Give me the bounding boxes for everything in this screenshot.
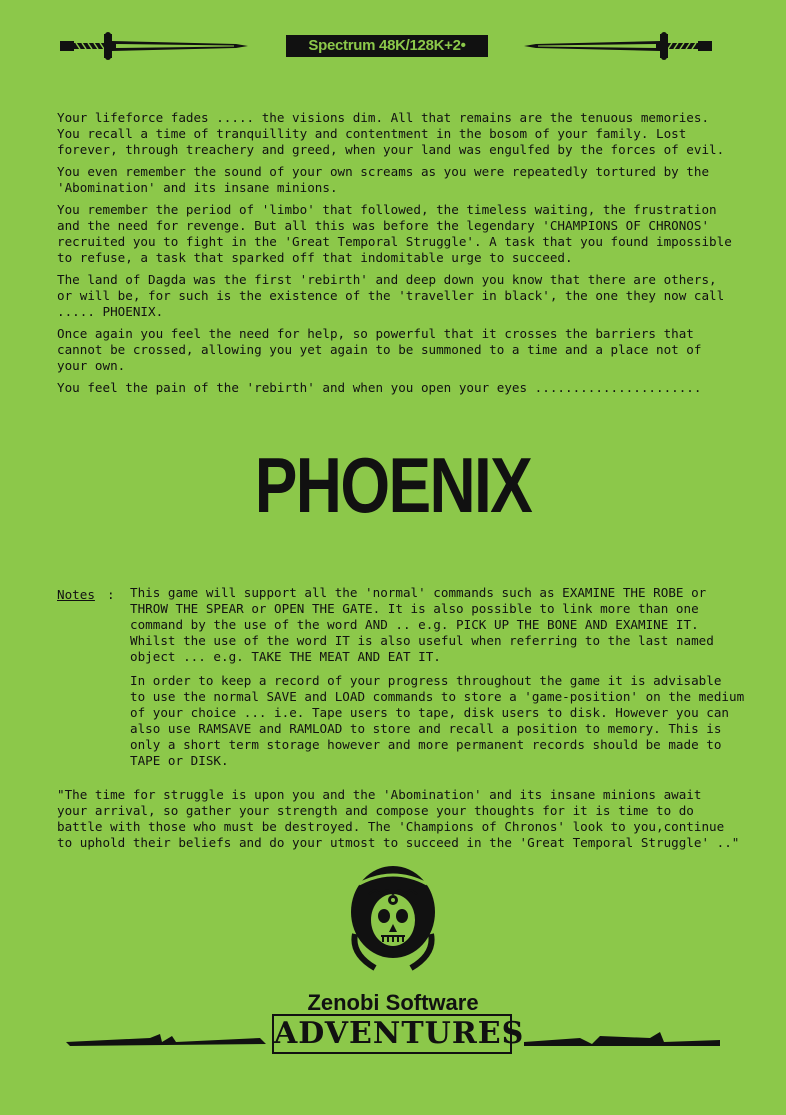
adventures-logo: ADVENTURES <box>272 1014 512 1054</box>
intro-paragraph: You remember the period of 'limbo' that followed, the timeless waiting, the frustration and the need for revenge. But all this was before the legendary 'CHAMPIONS OF CHRONOS' recruited you to fight in the 'Great Temporal Struggle'. A task that you found impossible to refuse, a task that sparked off that indomitable urge to succeed. <box>57 202 732 265</box>
intro-text <box>57 110 769 402</box>
closing-quote: "The time for struggle is upon you and the 'Abomination' and its insane minions await your arrival, so gather your strength and compose your thoughts for it is time to do battle with those who must be destroyed. The 'Champions of Chronos' look to you,continue to uphold their beliefs and do your utmost to succeed in the 'Great Temporal Struggle' .." <box>57 787 740 850</box>
intro-paragraph: You even remember the sound of your own screams as you were repeatedly tortured by the 'Abomination' and its insane minions. <box>57 164 710 195</box>
sword-left-icon <box>58 32 250 60</box>
notes-colon: : <box>107 587 115 602</box>
skull-icon <box>349 864 437 972</box>
notes-paragraph: This game will support all the 'normal' commands such as EXAMINE THE ROBE or THROW THE SPEAR or OPEN THE GATE. It is also possible to link more than one command by the use of the word AND .. e.g. PICK UP THE BONE AND EXAMINE IT. Whilst the use of the word IT is also useful when referring to the last named object ... e.g. TAKE THE MEAT AND EAT IT. <box>130 585 714 664</box>
notes-label: Notes <box>57 587 95 602</box>
header <box>0 28 786 64</box>
intro-paragraph: The land of Dagda was the first 'rebirth' and deep down you know that there are others, or will be, for such is the existence of the 'traveller in black', the one they now call ..... PHOENIX. <box>57 272 725 319</box>
platform-badge: Spectrum 48K/128K+2• <box>286 35 488 57</box>
sword-right-icon <box>522 32 714 60</box>
intro-paragraph: Your lifeforce fades ..... the visions dim. All that remains are the tenuous memories. You recall a time of tranquillity and contentment in the bosom of your family. Lost forever, through treachery and greed, when your land was engulfed by the forces of evil. <box>57 110 725 157</box>
publisher-name: Zenobi Software <box>307 990 479 1015</box>
notes-paragraph: In order to keep a record of your progress throughout the game it is advisable to use the normal SAVE and LOAD commands to store a 'game-position' on the medium of your choice ... i.e. Tape users to tape, disk users to disk. However you can also use RAMSAVE and RAMLOAD to store and recall a position to memory. This is only a short term storage however and more permanent records should be made to TAPE or DISK. <box>130 673 745 768</box>
notes-text <box>130 585 770 777</box>
intro-paragraph: You feel the pain of the 'rebirth' and when you open your eyes ...................... <box>57 380 702 395</box>
intro-paragraph: Once again you feel the need for help, so powerful that it crosses the barriers that cannot be crossed, allowing you yet again to be summoned to a time and a place not of your own. <box>57 326 702 373</box>
game-title: PHOENIX <box>254 441 532 529</box>
